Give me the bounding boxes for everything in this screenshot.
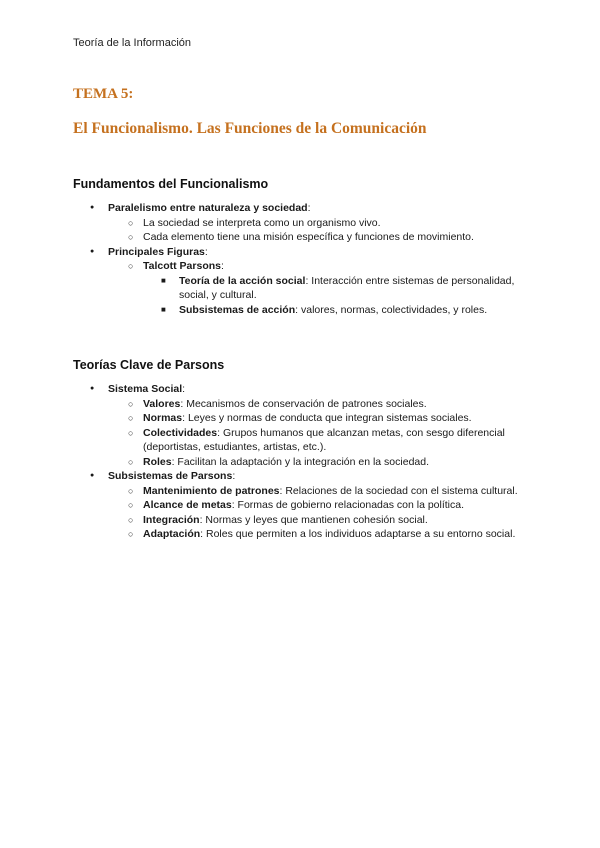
section-teorias [73, 358, 533, 542]
topic-number: TEMA 5: [73, 86, 134, 102]
item-label: Valores [143, 397, 181, 410]
section-heading: Teorías Clave de Parsons [73, 358, 225, 372]
item-separator: : [204, 245, 208, 258]
item-text: : Mecanismos de conservación de patrones sociales. [180, 397, 427, 410]
item-label: Adaptación [143, 528, 201, 540]
item-label: Subsistemas de acción [179, 303, 296, 316]
item-label: Normas [143, 412, 183, 424]
list-item [108, 484, 533, 499]
list-item [108, 527, 533, 542]
list-item [108, 513, 533, 528]
list-item: ○ Cada elemento tiene una misión específica y funciones de movimiento. [108, 230, 533, 245]
item-label: Integración [143, 513, 200, 526]
list-item [108, 397, 533, 412]
item-text: : Roles que permiten a los individuos adaptarse a su entorno social. [200, 528, 516, 540]
list-item [73, 245, 533, 318]
item-label: Mantenimiento de patrones [143, 484, 280, 497]
section-fundamentos [73, 177, 533, 317]
item-text: : Grupos humanos que alcanzan metas, con sesgo diferencial (deportistas, estudiantes, artistas, etc.). [143, 426, 505, 453]
list-item [108, 411, 533, 426]
list-item [143, 303, 533, 318]
sub-list [108, 259, 533, 317]
list-item [73, 469, 533, 542]
list-item [73, 201, 533, 245]
bullet-list [73, 201, 533, 317]
item-label: Talcott Parsons [143, 260, 221, 272]
item-label: Sistema Social [108, 383, 183, 395]
item-label: Teoría de la acción social [179, 274, 306, 287]
item-text: : Normas y leyes que mantienen cohesión social. [199, 513, 428, 526]
item-label: Alcance de metas [143, 499, 232, 511]
item-label: Roles [143, 455, 172, 468]
item-label: Paralelismo entre naturaleza y sociedad [108, 202, 308, 214]
item-separator: : [221, 260, 224, 272]
sub-sub-list [143, 274, 533, 318]
section-heading: Fundamentos del Funcionalismo [73, 177, 269, 191]
bullet-list [73, 382, 533, 542]
page-header: Teoría de la Información [73, 37, 192, 49]
item-text: : Relaciones de la sociedad con el sistema cultural. [279, 484, 518, 497]
list-item [143, 274, 533, 303]
sub-list [108, 216, 533, 245]
item-separator: : [307, 202, 311, 214]
item-text: : Leyes y normas de conducta que integran sistemas sociales. [182, 412, 472, 424]
item-text: : valores, normas, colectividades, y roles. [295, 303, 488, 316]
list-item [108, 426, 533, 455]
sub-list [108, 484, 533, 542]
item-label: Principales Figuras [108, 245, 205, 258]
item-label: Colectividades [143, 426, 218, 439]
item-text: : Formas de gobierno relacionadas con la política. [231, 499, 465, 511]
page-title: El Funcionalismo. Las Funciones de la Comunicación [73, 120, 427, 137]
item-text: : Interacción entre sistemas de personalidad, social, y cultural. [179, 274, 515, 301]
list-item [108, 259, 533, 317]
item-separator: : [182, 383, 186, 395]
item-label: Subsistemas de Parsons [108, 470, 233, 482]
sub-list [108, 397, 533, 470]
item-text: : Facilitan la adaptación y la integración en la sociedad. [171, 455, 430, 468]
item-separator: : [232, 470, 236, 482]
list-item [108, 498, 533, 513]
list-item: ○ La sociedad se interpreta como un organismo vivo. [108, 216, 533, 231]
list-item [108, 455, 533, 470]
list-item [73, 382, 533, 469]
